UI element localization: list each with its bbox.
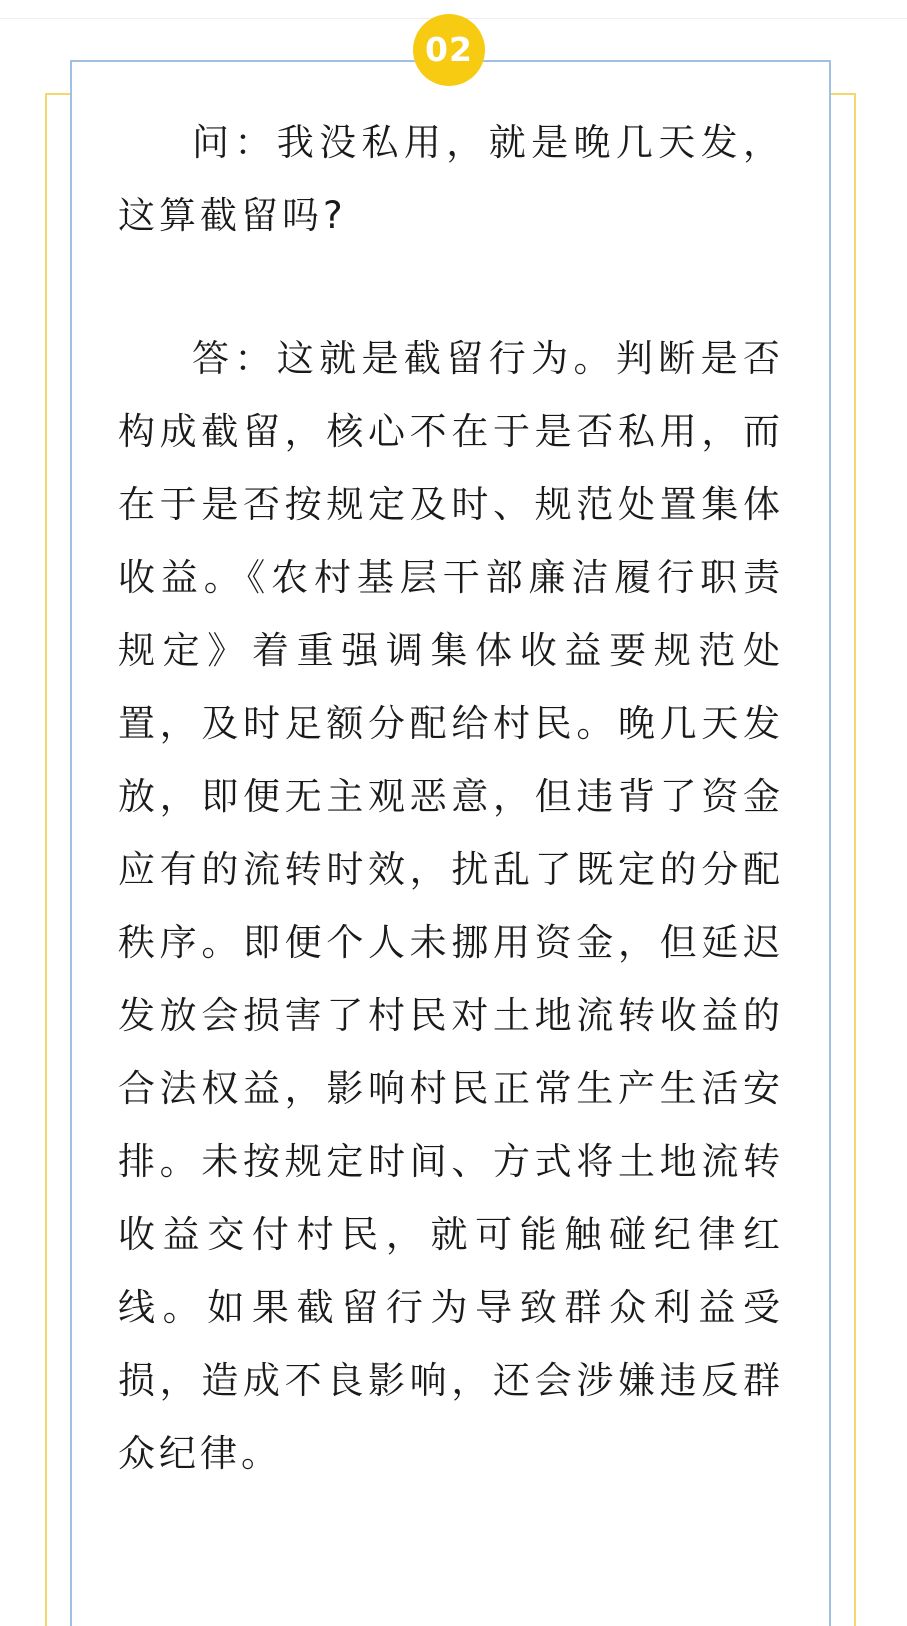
question-paragraph: 问：我没私用，就是晚几天发，这算截留吗?	[118, 121, 784, 237]
answer-paragraph: 答：这就是截留行为。判断是否构成截留，核心不在于是否私用，而在于是否按规定及时、规范处置集体收益。《农村基层干部廉洁履行职责规定》着重强调集体收益要规范处置，及时足额分配给村民。晚几天发放，即便无主观恶意，但违背了资金应有的流转时效，扰乱了既定的分配秩序。即便个人未挪用资金，但延迟发放会损害了村民对土地流转收益的合法权益，影响村民正常生产生活安排。未按规定时间、方式将土地流转收益交付村民，就可能触碰纪律红线。如果截留行为导致群众利益受损，造成不良影响，还会涉嫌违反群众纪律。	[118, 337, 784, 1475]
qa-content	[118, 106, 784, 1490]
section-number-badge: 02	[413, 14, 485, 86]
